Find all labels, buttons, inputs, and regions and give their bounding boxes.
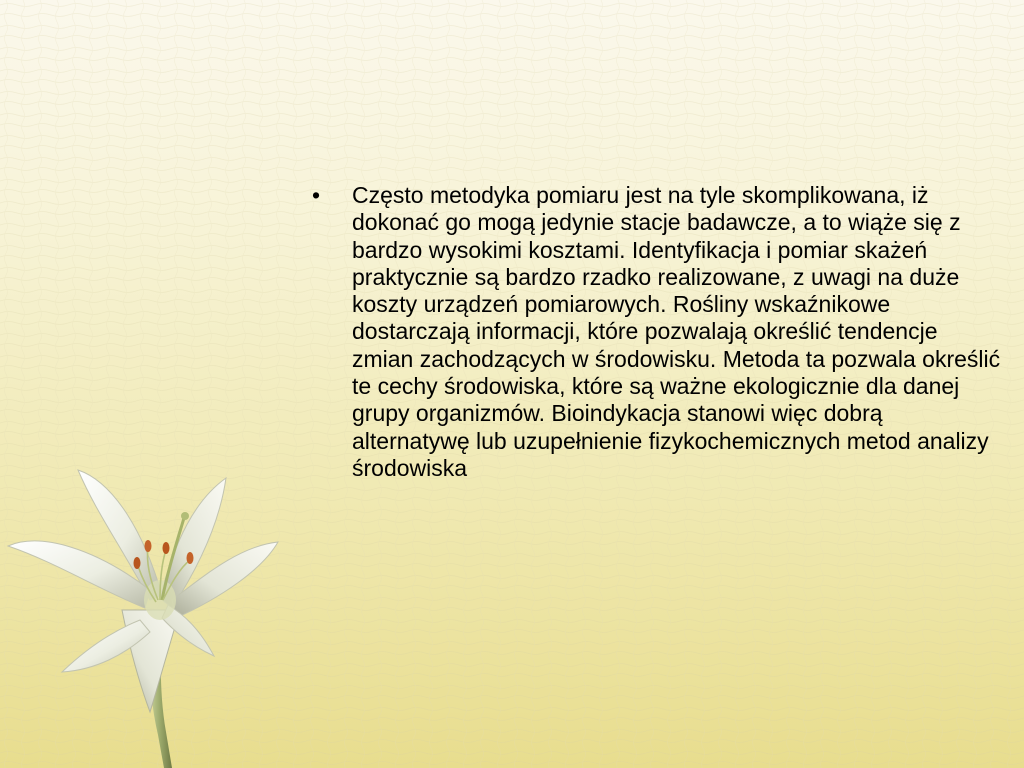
- bullet-text: Często metodyka pomiaru jest na tyle skomplikowana, iż dokonać go mogą jedynie stacje badawcze, a to wiąże się z bardzo wysokimi kosztami. Identyfikacja i pomiar skażeń praktycznie są bardzo rzadko realizowane, z uwagi na duże koszty urządzeń pomiarowych. Rośliny wskaźnikowe dostarczają informacji, które pozwalają określić tendencje zmian zachodzących w środowisku. Metoda ta pozwala określić te cechy środowiska, które są ważne ekologicznie dla danej grupy organizmów. Bioindykacja stanowi więc dobrą alternatywę lub uzupełnienie fizykochemicznych metod analizy środowiska: [352, 182, 1001, 481]
- slide-body: [312, 182, 1002, 482]
- bullet-marker: •: [312, 182, 321, 208]
- lily-flower-image: [0, 450, 290, 768]
- bullet-list: [312, 182, 1002, 482]
- bullet-item: [312, 182, 1002, 482]
